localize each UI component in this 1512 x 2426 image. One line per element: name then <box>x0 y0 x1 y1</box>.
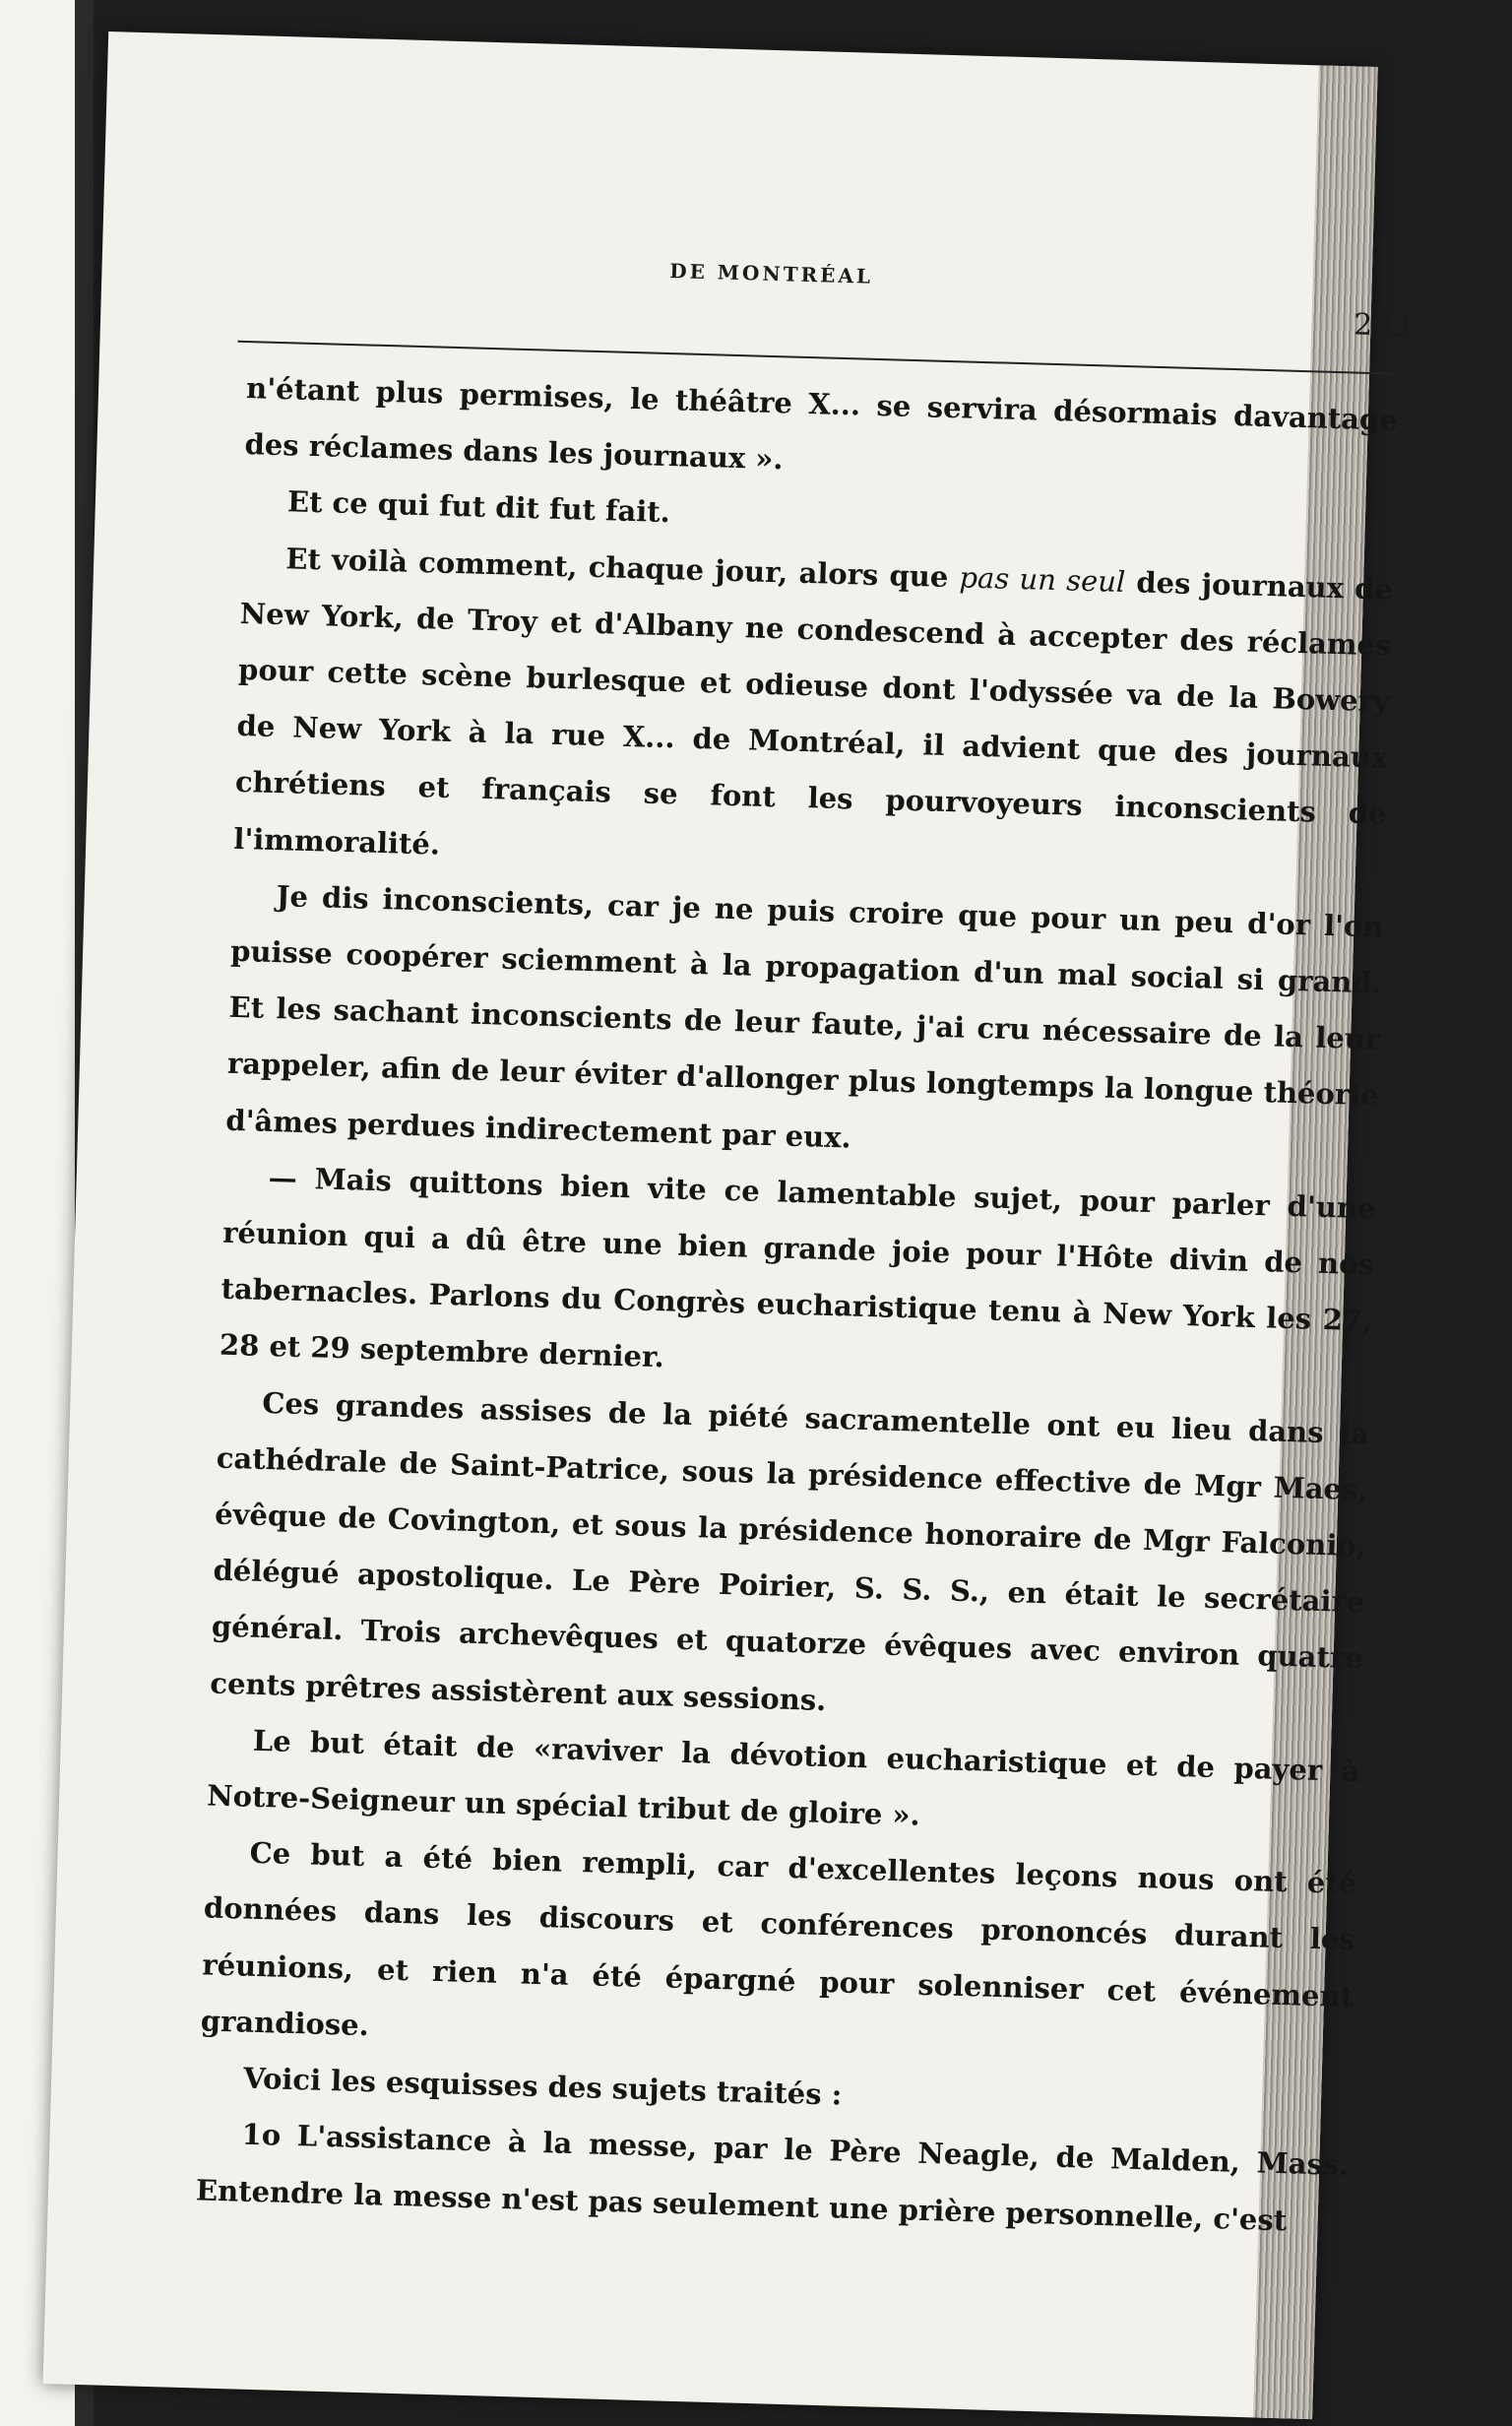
body-text <box>195 360 1398 2251</box>
paragraph: Le but était de «raviver la dévotion eucharistique et de payer à Notre-Seigneur un spécial tribut de gloire ». <box>206 1723 1360 1832</box>
running-header <box>250 247 1412 345</box>
paragraph: Ce but a été bien rempli, car d'excellentes leçons nous ont été données dans les discours et conférences prononcés durant les réunions, et rien n'a été épargné pour solenniser cet événement grandiose. <box>200 1836 1357 2043</box>
page-number: 263 <box>1353 307 1411 345</box>
book-page <box>43 32 1411 2419</box>
paragraph: Et voilà comment, chaque jour, alors que pas un seul des journaux de New York, de Troy et d'Albany ne condescend à accepter des réclames pour cette scène burlesque et odieuse dont l'odyssée va de la Bowery de New York à la rue X... de Montréal, il advient que des journaux chrétiens et français se font les pourvoyeurs inconscients de l'immoralité. <box>232 541 1394 862</box>
paragraph: Voici les esquisses des sujets traités : <box>242 2061 843 2112</box>
paragraph: Et ce qui fut dit fut fait. <box>286 484 671 530</box>
running-title: DE MONTRÉAL <box>668 259 874 288</box>
paragraph: n'étant plus permises, le théâtre X... se servira désormais davantage des réclames dans les journaux ». <box>244 371 1399 477</box>
paragraph: Ces grandes assises de la piété sacramentelle ont eu lieu dans la cathédrale de Saint-Patrice, sous la présidence effective de Mgr Maes, évêque de Covington, et sous la présidence honoraire de Mgr Falconio, délégué apostolique. Le Père Poirier, S. S. S., en était le secrétaire général. Trois archevêques et quatorze évêques avec environ quatre cents prêtres assistèrent aux sessions. <box>209 1385 1370 1717</box>
paragraph: Je dis inconscients, car je ne puis croire que pour un peu d'or l'on puisse coopérer sciemment à la propagation d'un mal social si grand. Et les sachant inconscients de leur faute, j'ai cru nécessaire de la leur rappeler, afin de leur éviter d'allonger plus longtemps la longue théorie d'âmes perdues indirectement par eux. <box>224 878 1384 1155</box>
paragraph: — Mais quittons bien vite ce lamentable sujet, pour parler d'une réunion qui a dû être une bien grande joie pour l'Hôte divin de nos tabernacles. Parlons du Congrès eucharistique tenu à New York les 27, 28 et 29 septembre dernier. <box>219 1160 1376 1374</box>
italic-emphasis: pas un seul <box>959 559 1126 599</box>
paragraph: 1o L'assistance à la messe, par le Père Neagle, de Malden, Mass. Entendre la messe n'est pas seulement une prière personnelle, c'est <box>195 2117 1350 2237</box>
